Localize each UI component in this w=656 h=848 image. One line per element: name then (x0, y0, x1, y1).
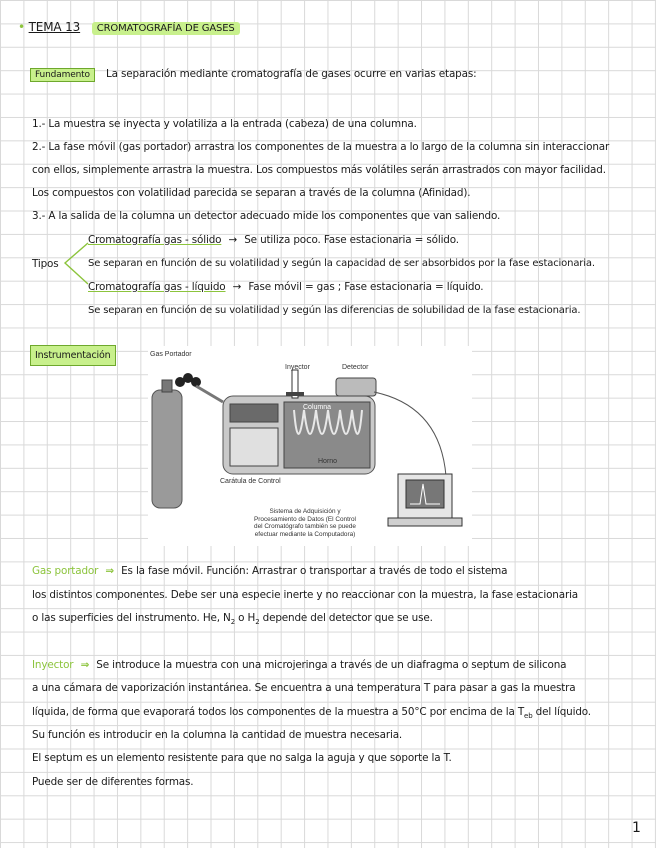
step-3: 3.- A la salida de la columna un detector adecuado mide los componentes que van saliendo. (32, 210, 501, 222)
inyector-line-3a: líquida, de forma que evaporará todos los componentes de la muestra a 50°C por encima de la T (32, 706, 525, 718)
step-2: 2.- La fase móvil (gas portador) arrastra los componentes de la muestra a lo largo de la columna sin interaccionar (32, 141, 610, 153)
detector-icon (336, 378, 376, 396)
diagram-label-caratula: Carátula de Control (220, 478, 281, 485)
fundamento-tag: Fundamento (30, 68, 95, 82)
diagram-label-columna: Columna (303, 404, 332, 411)
tipo-gas-liquido (88, 281, 483, 293)
tipo-gas-solido-detail: Se separan en función de su volatilidad y según la capacidad de ser absorbidos por la fase estacionaria. (88, 258, 595, 269)
sub-n: 2 (230, 618, 235, 627)
diagram-label-gas-portador: Gas Portador (150, 351, 192, 358)
double-arrow-icon: ⇒ (80, 659, 90, 671)
tipo-gas-liquido-detail: Se separan en función de su volatilidad y según las diferencias de solubilidad de la fase estacionaria. (88, 305, 581, 316)
sub-eb: eb (524, 712, 533, 721)
bullet-icon: • (18, 20, 25, 34)
gas-portador-line-3b: o H (235, 612, 256, 624)
gas-cylinder-icon (152, 390, 182, 508)
tipo-gas-solido-rest: Se utiliza poco. Fase estacionaria = sólido. (244, 234, 459, 246)
sistema-line-2: Procesamiento de Datos (El Control (254, 515, 356, 523)
inyector-line-1: Se introduce la muestra con una microjeringa a través de un diafragma o septum de silicona (96, 659, 567, 671)
sistema-line-4: efectuar mediante la Computadora) (254, 531, 356, 539)
inyector-row (32, 659, 566, 671)
tipo-gas-liquido-name: Cromatografía gas - líquido (88, 281, 226, 293)
gas-portador-line-1: Es la fase móvil. Función: Arrastrar o transportar a través de todo el sistema (121, 565, 508, 577)
inyector-line-2: a una cámara de vaporización instantánea. Se encuentra a una temperatura T para pasar a gas la muestra (32, 682, 576, 694)
step-2-cont-2: Los compuestos con volatilidad parecida se separan a través de la columna (Afinidad). (32, 187, 471, 199)
tipos-label: Tipos (32, 258, 59, 270)
header (18, 20, 240, 34)
step-1: 1.- La muestra se inyecta y volatiliza a la entrada (cabeza) de una columna. (32, 118, 417, 130)
gas-portador-row (32, 565, 507, 577)
diagram-label-sistema (230, 508, 380, 539)
step-2-cont: con ellos, simplemente arrastra la muestra. Los compuestos más volátiles serán arrastrados con mayor facilidad. (32, 164, 606, 176)
inyector-line-4: Su función es introducir en la columna la cantidad de muestra necesaria. (32, 729, 403, 741)
diagram-label-detector: Detector (342, 364, 369, 371)
gas-portador-line-2: los distintos componentes. Debe ser una especie inerte y no reaccionar con la muestra, la fase estacionaria (32, 589, 579, 601)
page-number: 1 (632, 820, 641, 836)
gas-portador-line-3 (32, 612, 433, 626)
sub-h: 2 (255, 618, 260, 627)
gc-diagram (148, 346, 472, 546)
gas-portador-line-3a: o las superficies del instrumento. He, N (32, 612, 231, 624)
inyector-line-6: Puede ser de diferentes formas. (32, 776, 194, 788)
diagram-label-horno: Horno (318, 458, 338, 465)
tema-label: TEMA 13 (28, 20, 81, 34)
page-title: CROMATOGRAFÍA DE GASES (92, 22, 240, 35)
inyector-line-3b: del líquido. (532, 706, 591, 718)
inyector-line-3 (32, 706, 591, 720)
arrow-icon: → (232, 281, 242, 293)
tipo-gas-solido-name: Cromatografía gas - sólido (88, 234, 222, 246)
instrumentacion-row (30, 349, 116, 361)
sistema-line-3: del Cromatógrafo también se puede (254, 523, 356, 531)
arrow-icon: → (228, 234, 238, 246)
instrumentacion-tag: Instrumentación (30, 345, 116, 366)
tipo-gas-liquido-rest: Fase móvil = gas ; Fase estacionaria = líquido. (248, 281, 484, 293)
diagram-label-inyector: Inyector (285, 364, 310, 371)
gas-portador-line-3c: depende del detector que se use. (259, 612, 433, 624)
keyboard-icon (388, 518, 462, 526)
tipo-gas-solido (88, 234, 459, 246)
inyector-label: Inyector (32, 659, 74, 671)
double-arrow-icon: ⇒ (105, 565, 114, 577)
inyector-line-5: El septum es un elemento resistente para que no salga la aguja y que soporte la T. (32, 752, 452, 764)
tipos-brace-icon (62, 238, 90, 288)
gas-portador-label: Gas portador (32, 565, 99, 577)
sistema-line-1: Sistema de Adquisición y (269, 508, 341, 515)
fundamento-intro: La separación mediante cromatografía de gases ocurre en varias etapas: (106, 68, 477, 80)
fundamento-row (30, 68, 476, 80)
